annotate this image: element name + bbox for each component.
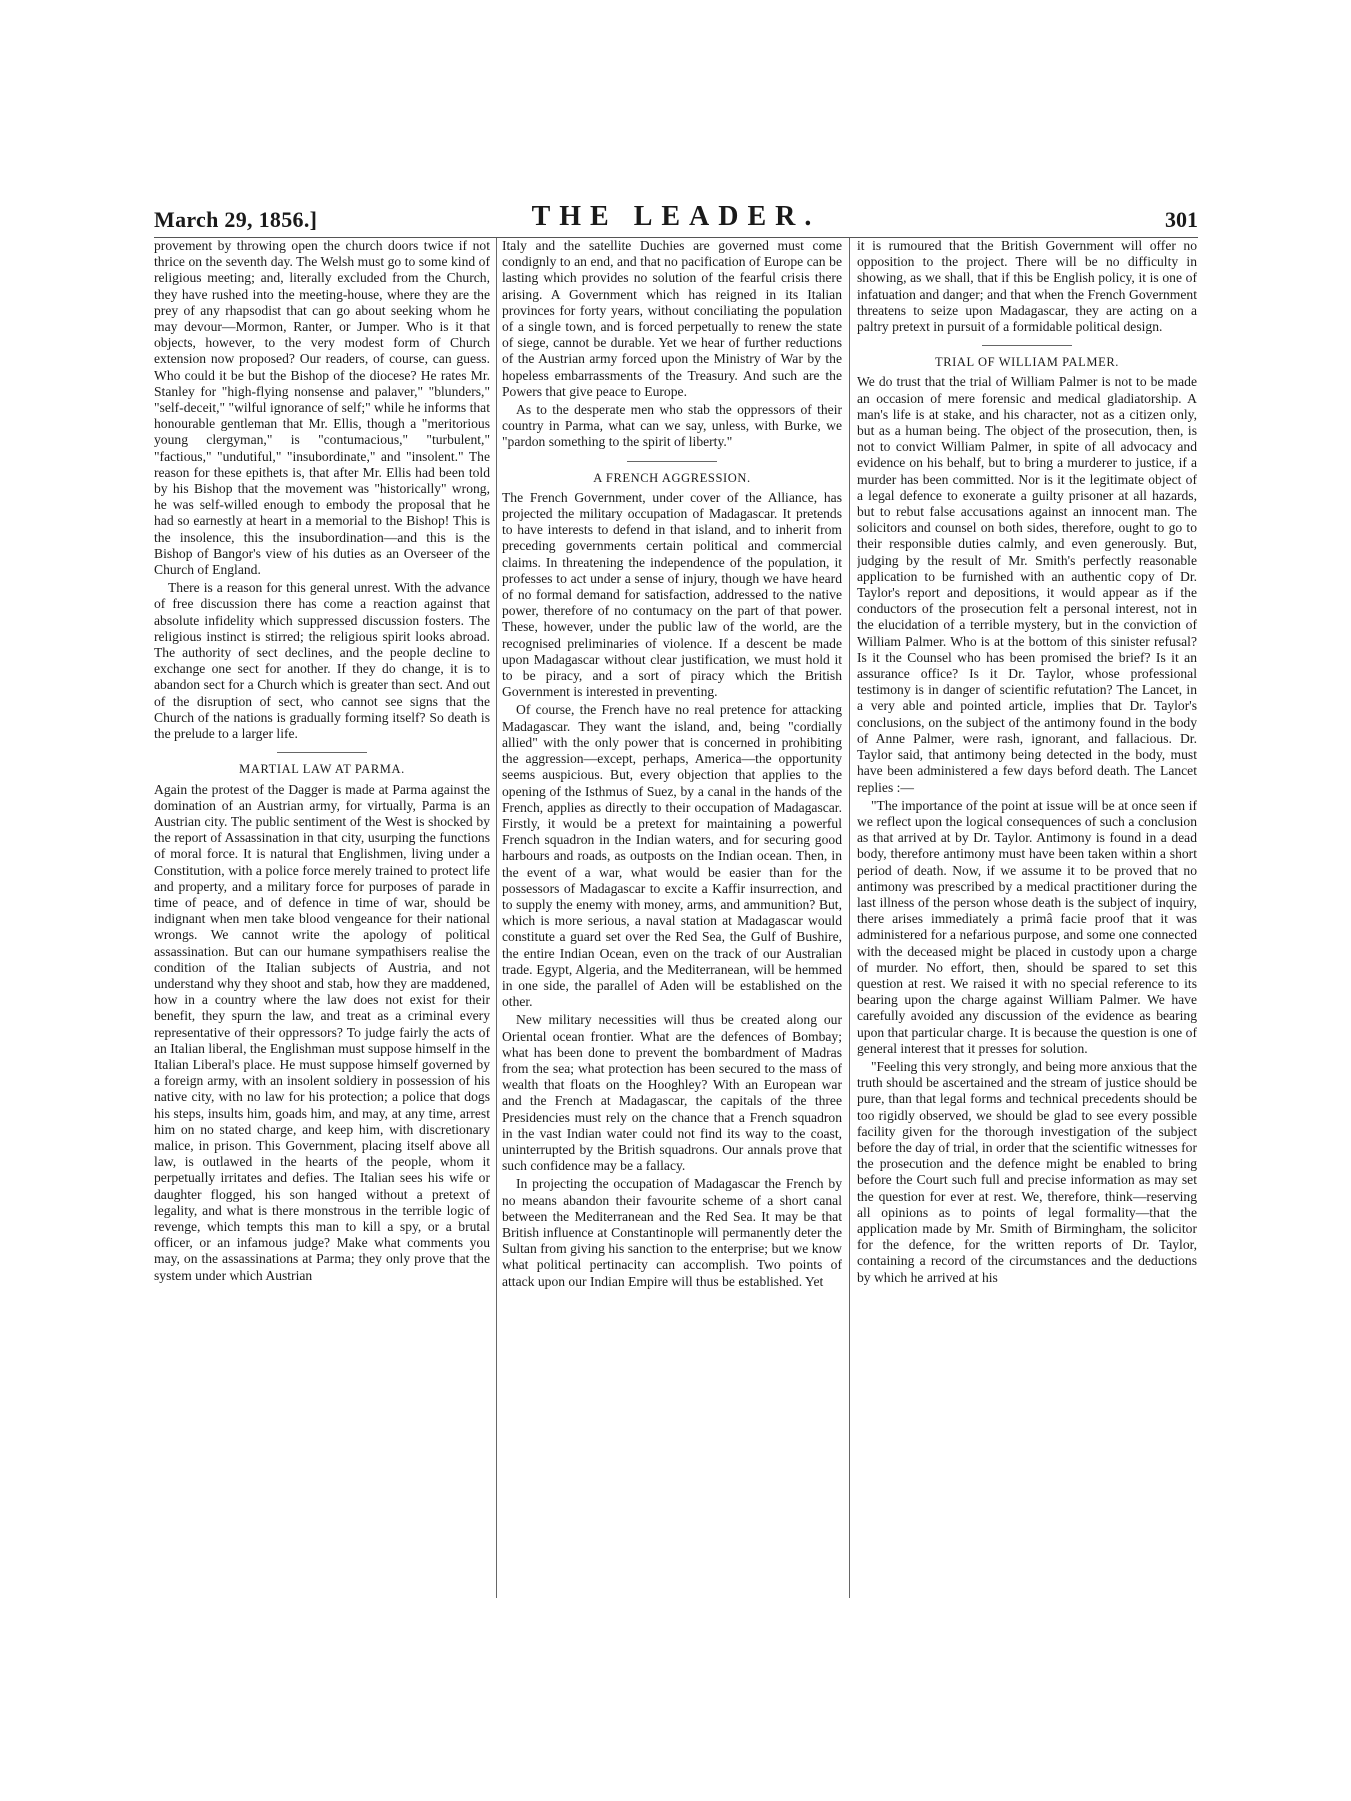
article-paragraph: In projecting the occupation of Madagascar the French by no means abandon their favourite scheme of a short canal between the Mediterranean and the Red Sea. It may be that British influence at Constantinople will permanently deter the Sultan from giving his sanction to the enterprise; but we know what political pertinacity can accomplish. Two points of attack upon our Indian Empire will thus be established. Yet: [502, 1176, 842, 1289]
column-2: [502, 238, 842, 1598]
header-page-number: 301: [1165, 207, 1198, 232]
article-heading: TRIAL OF WILLIAM PALMER.: [934, 355, 1120, 370]
quoted-paragraph: "The importance of the point at issue will be at once seen if we reflect upon the logical consequences of such a conclusion as that arrived at by Dr. Taylor. Antimony is found in a dead body, therefore antimony must have been taken within a short period of death. Now, if we assume it to be proved that no antimony was prescribed by a medical practitioner during the last illness of the person whose death is the subject of inquiry, there arises immediately a primâ facie proof that it was administered for a nefarious purpose, and some one connected with the deceased might be placed in custody upon a charge of murder. No effort, then, should be spared to set this question at rest. We raised it with no special reference to its bearing upon the charge against William Palmer. We have carefully avoided any discussion of the evidence as bearing upon that particular charge. It is because the question is one of general interest that it presses for solution.: [857, 797, 1197, 1056]
article-paragraph: Of course, the French have no real pretence for attacking Madagascar. They want the island, and, being "cordially allied" with the only power that is concerned in prohibiting the aggression—except, perhaps, America—the opportunity seems auspicious. But, every objection that applies to the opening of the Isthmus of Suez, by a canal in the hands of the French, applies as directly to their occupation of Madagascar. Firstly, it would be a pretext for maintaining a powerful French squadron in the Indian waters, and for securing good harbours and roads, as outposts on the Indian ocean. Then, in the event of a war, what would be easier than for the possessors of Madagascar to excite a Kaffir insurrection, and to supply the enemy with money, arms, and ammunition? But, which is more serious, a naval station at Madagascar would constitute a guard set over the Red Sea, the Gulf of Bushire, the entire Indian Ocean, even on the track of our Australian trade. Egypt, Algeria, and the Mediterranean, will be hemmed in one side, the parallel of Aden will be established on the other.: [502, 702, 842, 1010]
column-rule: [496, 238, 497, 1598]
article-paragraph: Again the protest of the Dagger is made at Parma against the domination of an Austrian army, for virtually, Parma is an Austrian city. The public sentiment of the West is shocked by the report of Assassination in that city, usurping the functions of moral force. It is natural that Englishmen, living under a Constitution, with a police force merely trained to protect life and property, and a military force for purposes of parade in time of peace, and of defence in time of war, should be indignant when men take blood vengeance for their national wrongs. We cannot write the apology of political assassination. But can our humane sympathisers realise the condition of the Italian subjects of Austria, and not understand why they shoot and stab, how they are maddened, how in a country where the law does not exist for their benefit, they spurn the law, and treat as a criminal every representative of their oppressors? To judge fairly the acts of an Italian liberal, the Englishman must suppose himself in the Italian Liberal's place. He must suppose himself governed by a foreign army, with an insolent soldiery in possession of his native city, with no law for his protection; a police that dogs his steps, insults him, goads him, and may, at any time, arrest him on no stated charge, and keep him, with discretionary malice, in prison. This Government, placing itself above all law, is outlawed in the hearts of the people, whom it perpetually irritates and defies. The Italian sees his wife or daughter flogged, his son hanged without a pretext of legality, and what is there monstrous in the terrible logic of revenge, which tempts this man to kill a spy, or a brutal officer, or an infamous judge? Make what comments you may, on the assassinations at Parma; they only prove that the system under which Austrian: [154, 781, 490, 1283]
section-divider: [627, 461, 717, 462]
section-divider: [982, 345, 1072, 346]
article-paragraph: We do trust that the trial of William Palmer is not to be made an occasion of mere forensic and medical gladiatorship. A man's life is at stake, and his character, not as a citizen only, but as a human being. The object of the prosecution, then, is not to convict William Palmer, in spite of all advocacy and evidence on his behalf, but to bring a murderer to justice, if a murder has been committed. Nor is it the legitimate object of a legal defence to exonerate a guilty prisoner at all hazards, but to rebut false accusations against an innocent man. The solicitors and counsel on both sides, therefore, ought to go to their responsible duties calmly, and even generously. But, judging by the result of Mr. Smith's perfectly reasonable application to be furnished with an authentic copy of Dr. Taylor's report and depositions, it would appear as if the conductors of the prosecution felt a personal interest, not in the elucidation of a terrible mystery, but in the conviction of William Palmer. Who is at the bottom of this sinister refusal? Is it the Counsel who has been promised the brief? Is it an assurance office? Is it Dr. Taylor, whose professional testimony is in danger of scientific refutation? The Lancet, in a very able and pointed article, implies that Dr. Taylor's conclusions, on the subject of the antimony found in the body of Anne Palmer, were rash, ignorant, and fallacious. Dr. Taylor said, that antimony being detected in the body, must have been administered a few days beford death. The Lancet replies :—: [857, 374, 1197, 795]
article-paragraph: The French Government, under cover of the Alliance, has projected the military occupation of Madagascar. It pretends to have interests to defend in that island, and to inherit from preceding governments certain political and commercial claims. In threatening the independence of the population, it professes to act under a sense of injury, though we have heard of no formal demand for satisfaction, addressed to the native power, therefore of no contumacy on the part of that power. These, however, under the public law of the world, are the recognised preliminaries of violence. If a descent be made upon Madagascar without clear justification, we must hold it to be piracy, and a sort of piracy which the British Government is interested in preventing.: [502, 489, 842, 700]
article-paragraph: it is rumoured that the British Government will offer no opposition to the project. There will be no difficulty in showing, as we shall, that if this be English policy, it is one of infatuation and danger; and that when the French Government threatens to seize upon Madagascar, they are acting on a paltry pretext in pursuit of a formidable political design.: [857, 238, 1197, 335]
article-heading: MARTIAL LAW AT PARMA.: [239, 762, 405, 777]
article-paragraph: New military necessities will thus be created along our Oriental ocean frontier. What are the defences of Bombay; what has been done to prevent the bombardment of Madras from the sea; what protection has been secured to the mass of wealth that floats on the Hooghley? With an European war and the French at Madagascar, the capitals of the three Presidencies must rely on the chance that a French squadron in the vast Indian water could not find its way to the coast, uninterrupted by the British squadrons. Our annals prove that such confidence may be a fallacy.: [502, 1012, 842, 1174]
header-title: THE LEADER.: [531, 201, 821, 232]
page-header: [154, 201, 1198, 238]
article-paragraph: provement by throwing open the church doors twice if not thrice on the seventh day. The Welsh must go to some kind of religious meeting; and, literally excluded from the Church, they have rushed into the meeting-house, where they are the prey of any rhapsodist that can go about seeking whom he may devour—Mormon, Ranter, or Jumper. Who is it that objects, however, to the very modest form of Church extension now proposed? Our readers, of course, can guess. Who could it be but the Bishop of the diocese? He rates Mr. Stanley for "high-flying nonsense and palaver," "blunders," "self-deceit," "wilful ignorance of self;" while he informs that honourable gentleman that Mr. Ellis, though a "meritorious young clergyman," is "contumacious," "turbulent," "factious," "undutiful," "insubordinate," and "insolent." The reason for these epithets is, that after Mr. Ellis had been told by his Bishop that the movement was "historically" wrong, he was self-willed enough to embody the proposal that he had so earnestly at heart in a memorial to the Bishop! This is the insolence, this the insubordination—and this is the Bishop of Bangor's view of his duties as an Overseer of the Church of England.: [154, 238, 490, 578]
column-1: [154, 238, 490, 1598]
column-rule: [849, 238, 850, 1598]
quoted-paragraph: "Feeling this very strongly, and being more anxious that the truth should be ascertained and the stream of justice should be pure, than that legal forms and technical precedents should be too rigidly observed, we should be glad to see every possible facility given for the thorough investigation of the subject before the day of trial, in order that the scientific witnesses for the prosecution and the defence might be enabled to bring before the Court such full and precise information as may set the question for ever at rest. We, therefore, think—reserving all opinions as to points of legal formality—that the application made by Mr. Smith of Birmingham, the solicitor for the defence, for the written reports of Dr. Taylor, containing a record of the circumstances and the deductions by which he arrived at his: [857, 1058, 1197, 1285]
column-3: [857, 238, 1197, 1598]
section-divider: [277, 752, 367, 753]
article-paragraph: As to the desperate men who stab the oppressors of their country in Parma, what can we say, unless, with Burke, we "pardon something to the spirit of liberty.": [502, 402, 842, 450]
article-paragraph: Italy and the satellite Duchies are governed must come condignly to an end, and that no pacification of Europe can be lasting which provides no solution of the fearful crisis there arising. A Government which has reigned in its Italian provinces for forty years, without conciliating the population of a single town, and is forced perpetually to renew the state of siege, cannot be durable. Yet we hear of further reductions of the Austrian army forced upon the Ministry of War by the hopeless embarrassments of the Treasury. And such are the Powers that give peace to Europe.: [502, 238, 842, 399]
article-paragraph: There is a reason for this general unrest. With the advance of free discussion there has come a reaction against that absolute infidelity which suppressed discussion fosters. The religious instinct is stirred; the religious spirit looks abroad. The authority of sect declines, and the people decline to exchange one sect for another. If they do change, it is to abandon sect for a Church which is greater than sect. And out of the disruption of sect, who cannot see signs that the Church of the nations is gradually forming itself? So death is the prelude to a larger life.: [154, 580, 490, 742]
article-heading: A FRENCH AGGRESSION.: [593, 470, 751, 485]
header-date: March 29, 1856.]: [154, 207, 318, 232]
